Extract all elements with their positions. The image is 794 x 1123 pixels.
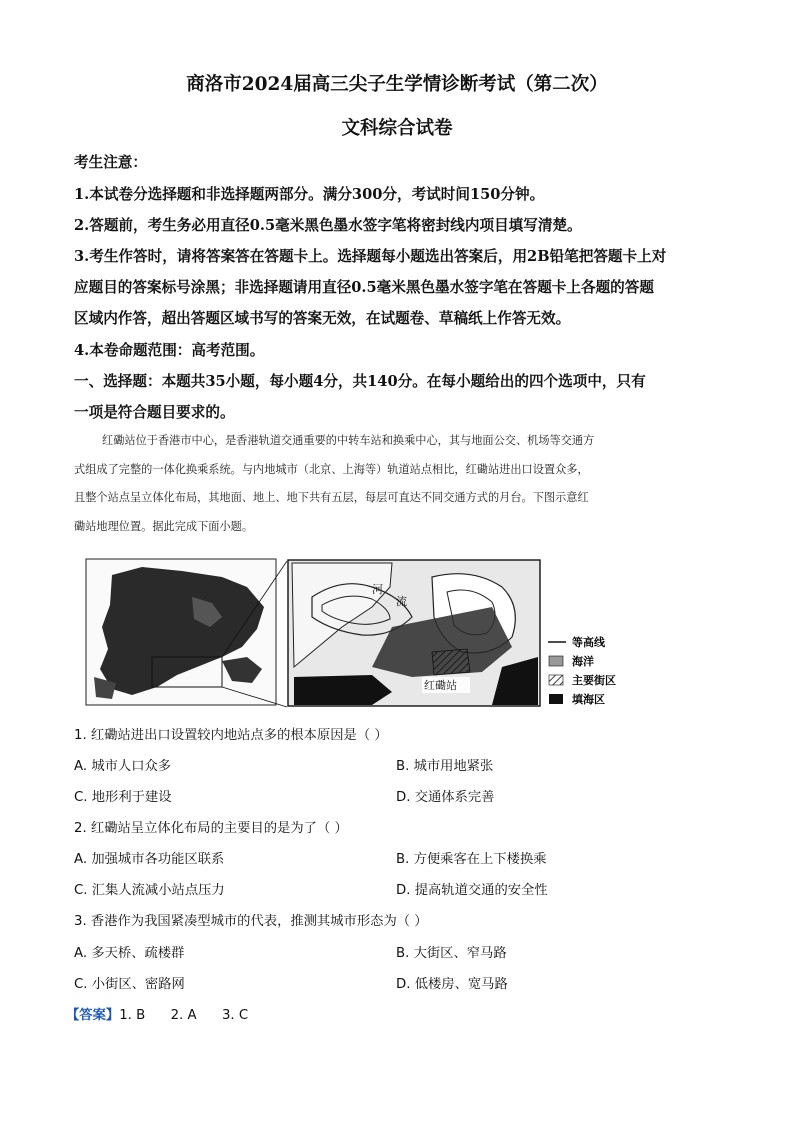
option: D. 提高轨道交通的安全性 xyxy=(396,883,548,898)
legend-label: 主要街区 xyxy=(572,674,616,687)
option: B. 城市用地紧张 xyxy=(396,759,494,774)
detail-map xyxy=(288,560,540,706)
page-subtitle: 文科综合试卷 xyxy=(341,118,453,139)
notice-item: 应题目的答案标号涂黑；非选择题请用直径0.5毫米黑色墨水签字笔在答题卡上各题的答题 xyxy=(74,279,654,296)
option: C. 地形利于建设 xyxy=(74,790,172,805)
option: D. 交通体系完善 xyxy=(396,790,495,805)
notice-item: 3.考生作答时，请将答案答在答题卡上。选择题每小题选出答案后，用2B铅笔把答题卡上对 xyxy=(74,248,667,265)
legend-label: 填海区 xyxy=(572,693,605,706)
ocean-symbol xyxy=(549,656,563,666)
option: D. 低楼房、宽马路 xyxy=(396,977,508,992)
river-label-1: 河 xyxy=(372,583,383,596)
reclaimed-land-symbol xyxy=(549,694,563,704)
notice-item: 区域内作答，超出答题区域书写的答案无效，在试题卷、草稿纸上作答无效。 xyxy=(74,310,571,327)
overview-map xyxy=(86,559,276,705)
station-label: 红磡站 xyxy=(424,679,457,692)
section-heading-line: 一、选择题：本题共35小题，每小题4分，共140分。在每小题给出的四个选项中，只有 xyxy=(74,373,646,390)
question-stem: 1. 红磡站进出口设置较内地站点多的根本原因是（ ） xyxy=(74,728,388,743)
street-block-symbol xyxy=(549,675,563,685)
answer-tag: 【答案】 xyxy=(66,1008,120,1023)
option: A. 多天桥、疏楼群 xyxy=(74,946,185,961)
river-label-2: 流 xyxy=(396,595,407,608)
page-title: 商洛市2024届高三尖子生学情诊断考试（第二次） xyxy=(186,74,608,95)
option: B. 方便乘客在上下楼换乘 xyxy=(396,852,547,867)
passage-line: 红磡站位于香港市中心，是香港轨道交通重要的中转车站和换乘中心，其与地面公交、机场等交通方 xyxy=(102,434,595,447)
passage-line: 式组成了完整的一体化换乘系统。与内地城市（北京、上海等）轨道站点相比，红磡站进出口设置众多， xyxy=(74,462,589,476)
map-legend xyxy=(548,635,616,706)
location-map-figure xyxy=(72,557,652,709)
notice-item: 2.答题前，考生务必用直径0.5毫米黑色墨水签字笔将密封线内项目填写清楚。 xyxy=(74,217,582,234)
passage-line: 磡站地理位置。据此完成下面小题。 xyxy=(74,519,254,533)
question-stem: 2. 红磡站呈立体化布局的主要目的是为了（ ） xyxy=(74,821,348,836)
passage-line: 且整个站点呈立体化布局，其地面、地上、地下共有五层，每层可直达不同交通方式的月台。下图示意红 xyxy=(74,491,589,504)
option: A. 加强城市各功能区联系 xyxy=(74,852,225,867)
answer-text: 1. B 2. A 3. C xyxy=(119,1008,249,1023)
option: C. 小街区、密路网 xyxy=(74,977,185,992)
option: B. 大街区、窄马路 xyxy=(396,946,507,961)
legend-label: 海洋 xyxy=(572,655,594,668)
answer-line xyxy=(66,1004,248,1023)
option: A. 城市人口众多 xyxy=(74,759,172,774)
option: C. 汇集人流减小站点压力 xyxy=(74,883,225,898)
notice-item: 1.本试卷分选择题和非选择题两部分。满分300分，考试时间150分钟。 xyxy=(74,186,545,203)
passage xyxy=(74,427,722,541)
notice-heading: 考生注意： xyxy=(74,154,147,171)
legend-label: 等高线 xyxy=(572,636,605,649)
map-graphic xyxy=(72,557,652,709)
notice-item: 4.本卷命题范围：高考范围。 xyxy=(74,342,265,359)
section-heading-line: 一项是符合题目要求的。 xyxy=(74,404,235,421)
question-stem: 3. 香港作为我国紧凑型城市的代表，推测其城市形态为（ ） xyxy=(74,914,428,929)
